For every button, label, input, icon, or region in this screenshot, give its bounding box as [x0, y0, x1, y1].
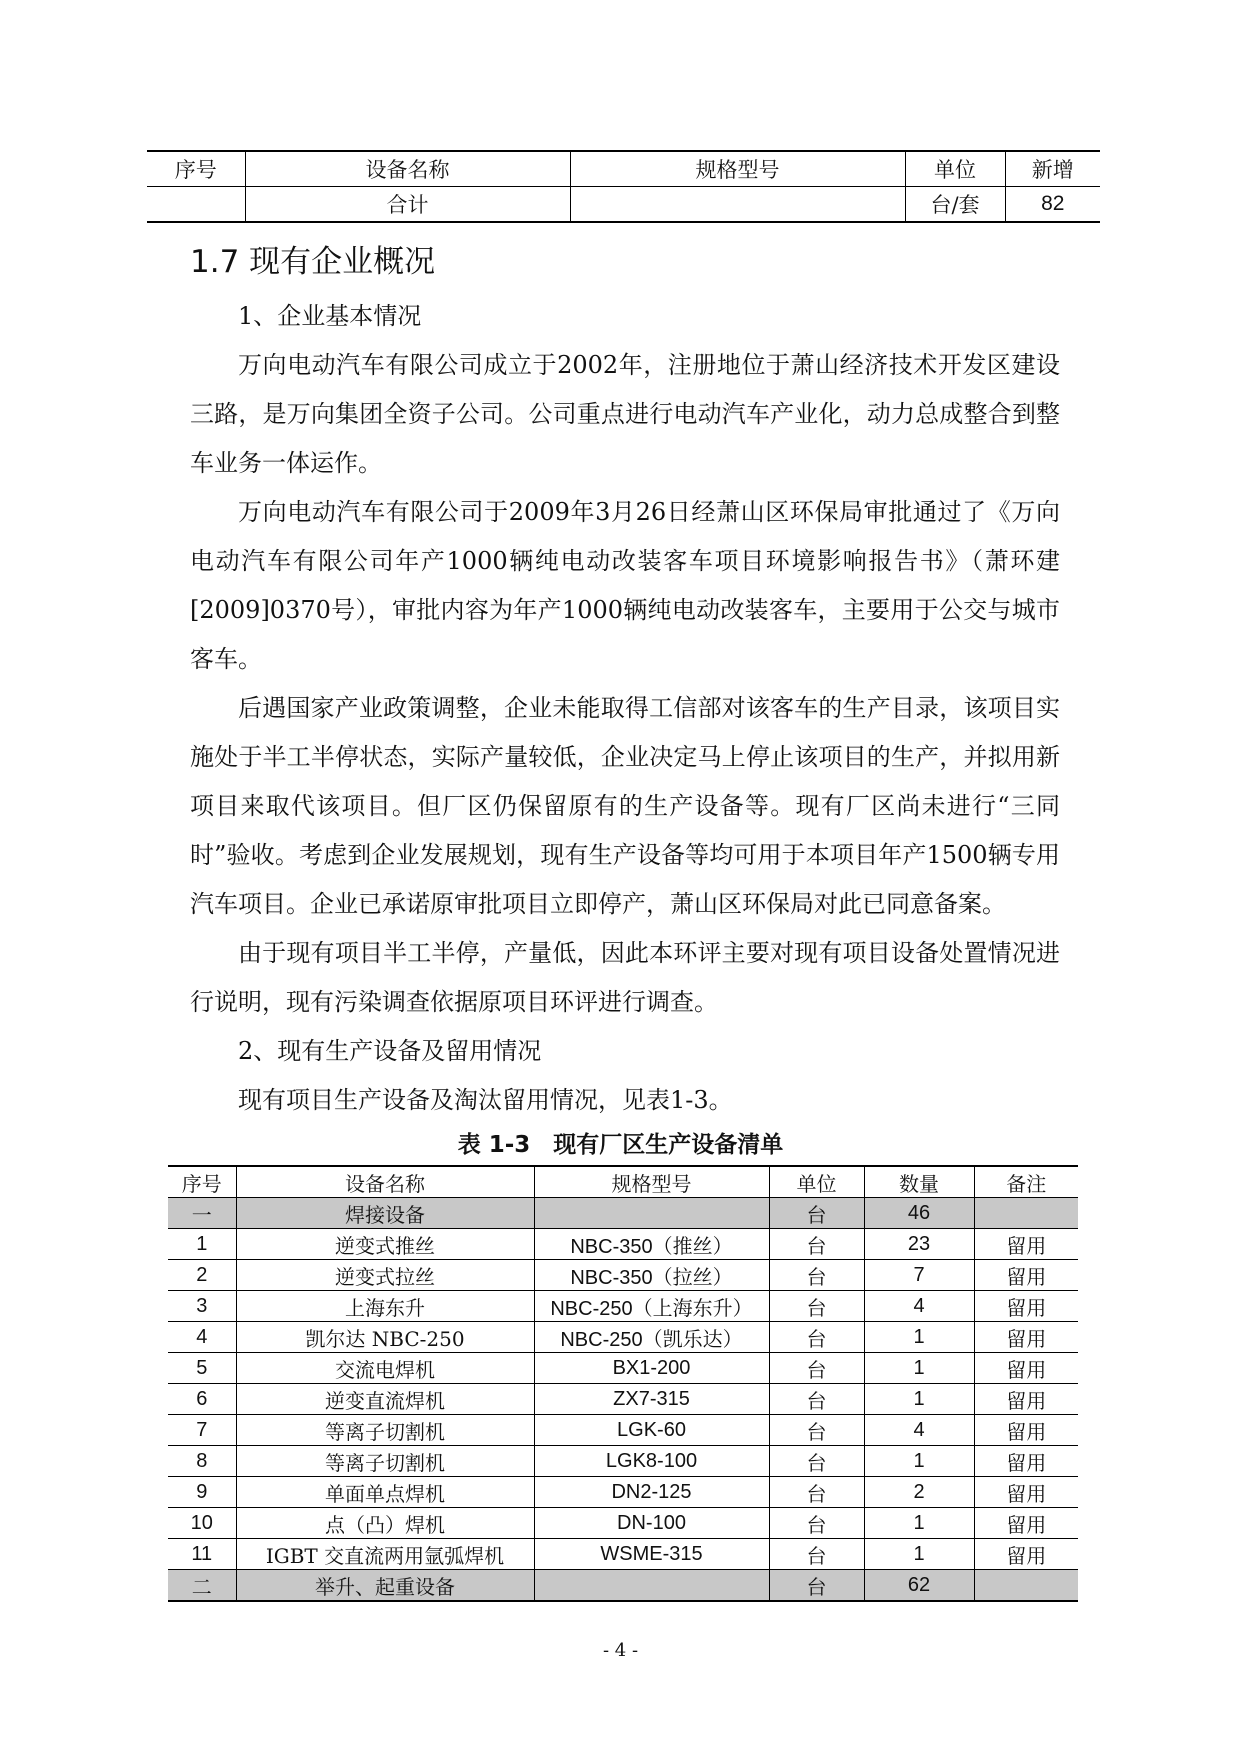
header-cell: 单位 [769, 1166, 864, 1198]
table-cell: WSME-315 [534, 1539, 769, 1570]
total-cell [147, 187, 245, 223]
table-row [168, 1570, 1078, 1602]
header-cell: 序号 [174, 158, 217, 182]
table-cell: 台 [769, 1570, 864, 1602]
subheading-basic-info: 1、企业基本情况 [238, 302, 422, 330]
table-cell [974, 1570, 1078, 1602]
table-cell: 二 [168, 1570, 236, 1602]
table-cell: 1 [864, 1353, 974, 1384]
header-cell: 序号 [181, 1171, 222, 1196]
table-cell: 46 [864, 1198, 974, 1229]
table-cell: 举升、起重设备 [236, 1570, 534, 1602]
table-cell: 6 [168, 1384, 236, 1415]
table-cell: 焊接设备 [236, 1198, 534, 1229]
table-cell: 台 [769, 1198, 864, 1229]
table-cell: 1 [168, 1229, 236, 1260]
table-cell: 台 [769, 1508, 864, 1539]
table-row [168, 1260, 1078, 1291]
table-cell: 台 [769, 1446, 864, 1477]
table-cell: ZX7-315 [534, 1384, 769, 1415]
table-cell: 7 [168, 1415, 236, 1446]
table-cell: NBC-350（推丝） [534, 1229, 769, 1260]
header-cell: 备注 [974, 1166, 1078, 1198]
table-cell: 台 [769, 1353, 864, 1384]
table-cell: 上海东升 [236, 1291, 534, 1322]
table-cell: 等离子切割机 [236, 1446, 534, 1477]
table-cell: 留用 [974, 1229, 1078, 1260]
table-caption: 表 1-3 现有厂区生产设备清单 [457, 1132, 784, 1158]
table-cell: 留用 [974, 1415, 1078, 1446]
table-cell: 4 [168, 1322, 236, 1353]
paragraph: 万向电动汽车有限公司于2009年3月26日经萧山区环保局审批通过了《万向电动汽车有限公司年产1000辆纯电动改装客车项目环境影响报告书》（萧环建[2009]0370号），审批内容为年产1000辆纯电动改装客车，主要用于公交与城市客车。 [190, 498, 1060, 673]
table-row [168, 1229, 1078, 1260]
table-cell: 台 [769, 1539, 864, 1570]
table-cell: 4 [864, 1415, 974, 1446]
table-cell: 等离子切割机 [236, 1415, 534, 1446]
table-row [168, 1415, 1078, 1446]
table-cell: 8 [168, 1446, 236, 1477]
table-row [168, 1477, 1078, 1508]
table-row [168, 1446, 1078, 1477]
table-cell: 留用 [974, 1508, 1078, 1539]
table-cell: DN-100 [534, 1508, 769, 1539]
table-cell: 台 [769, 1415, 864, 1446]
table-cell: 11 [168, 1539, 236, 1570]
table-cell: BX1-200 [534, 1353, 769, 1384]
page-number: - 4 - [602, 1640, 639, 1661]
table-row [168, 1322, 1078, 1353]
table-cell: 2 [168, 1260, 236, 1291]
table-cell: 逆变直流焊机 [236, 1384, 534, 1415]
header-cell: 规格型号 [570, 151, 905, 187]
table-cell: 62 [864, 1570, 974, 1602]
paragraph: 万向电动汽车有限公司成立于2002年，注册地位于萧山经济技术开发区建设三路，是万向集团全资子公司。公司重点进行电动汽车产业化，动力总成整合到整车业务一体运作。 [190, 351, 1060, 477]
table-cell: 1 [864, 1539, 974, 1570]
header-cell: 设备名称 [236, 1166, 534, 1198]
header-cell: 新增 [1005, 151, 1100, 187]
table-cell: 23 [864, 1229, 974, 1260]
table-row [168, 1198, 1078, 1229]
table-cell: 台 [769, 1291, 864, 1322]
table-cell: 交流电焊机 [236, 1353, 534, 1384]
table-cell: 台 [769, 1322, 864, 1353]
table-cell: 留用 [974, 1477, 1078, 1508]
table-row [168, 1508, 1078, 1539]
total-row [147, 187, 1100, 223]
table-cell: 1 [864, 1384, 974, 1415]
table-row [168, 1353, 1078, 1384]
equipment-table [168, 1165, 1078, 1602]
top-table-header [147, 151, 1100, 187]
table-cell: 留用 [974, 1260, 1078, 1291]
table-cell: LGK8-100 [534, 1446, 769, 1477]
table-cell: 9 [168, 1477, 236, 1508]
table-cell: 2 [864, 1477, 974, 1508]
total-cell: 台/套 [905, 187, 1005, 223]
table-cell [534, 1570, 769, 1602]
table-cell: 台 [769, 1384, 864, 1415]
table-row [168, 1539, 1078, 1570]
table-header-row [168, 1166, 1078, 1198]
table-cell: 留用 [974, 1353, 1078, 1384]
table-cell: 5 [168, 1353, 236, 1384]
table-cell: 留用 [974, 1539, 1078, 1570]
table-cell: 3 [168, 1291, 236, 1322]
table-cell: DN2-125 [534, 1477, 769, 1508]
header-cell: 设备名称 [245, 151, 570, 187]
total-cell [570, 187, 905, 223]
table-cell: NBC-250（凯乐达） [534, 1322, 769, 1353]
table-cell: NBC-350（拉丝） [534, 1260, 769, 1291]
table-cell: 台 [769, 1260, 864, 1291]
section-heading: 1.7 现有企业概况 [190, 244, 436, 280]
paragraph: 现有项目生产设备及淘汰留用情况，见表1-3。 [238, 1086, 733, 1114]
header-cell: 单位 [905, 151, 1005, 187]
table-cell: 7 [864, 1260, 974, 1291]
table-cell: 一 [168, 1198, 236, 1229]
table-cell [974, 1198, 1078, 1229]
paragraph: 后遇国家产业政策调整，企业未能取得工信部对该客车的生产目录，该项目实施处于半工半停状态，实际产量较低，企业决定马上停止该项目的生产，并拟用新项目来取代该项目。但厂区仍保留原有的生产设备等。现有厂区尚未进行“三同时”验收。考虑到企业发展规划，现有生产设备等均可用于本项目年产1500辆专用汽车项目。企业已承诺原审批项目立即停产，萧山区环保局对此已同意备案。 [190, 694, 1060, 918]
table-cell: 台 [769, 1229, 864, 1260]
subheading-equipment: 2、现有生产设备及留用情况 [238, 1037, 542, 1065]
table-cell: 逆变式拉丝 [236, 1260, 534, 1291]
header-cell: 数量 [864, 1166, 974, 1198]
table-cell: 单面单点焊机 [236, 1477, 534, 1508]
table-row [168, 1291, 1078, 1322]
table-cell: 点（凸）焊机 [236, 1508, 534, 1539]
table-cell: 4 [864, 1291, 974, 1322]
table-cell: 1 [864, 1322, 974, 1353]
table-cell: 1 [864, 1508, 974, 1539]
table-cell: 留用 [974, 1291, 1078, 1322]
table-cell: 10 [168, 1508, 236, 1539]
total-cell: 82 [1005, 187, 1100, 223]
table-cell: 留用 [974, 1446, 1078, 1477]
table-cell: 凯尔达 NBC-250 [236, 1322, 534, 1353]
table-cell: LGK-60 [534, 1415, 769, 1446]
paragraph: 由于现有项目半工半停，产量低，因此本环评主要对现有项目设备处置情况进行说明，现有污染调查依据原项目环评进行调查。 [190, 939, 1060, 1016]
table-cell: 留用 [974, 1384, 1078, 1415]
table-row [168, 1384, 1078, 1415]
table-cell [534, 1198, 769, 1229]
total-cell: 合计 [245, 187, 570, 223]
table-cell: 台 [769, 1477, 864, 1508]
table-cell: IGBT 交直流两用氩弧焊机 [236, 1539, 534, 1570]
header-cell: 规格型号 [534, 1166, 769, 1198]
table-cell: 1 [864, 1446, 974, 1477]
table-cell: 逆变式推丝 [236, 1229, 534, 1260]
top-table [147, 150, 1100, 223]
table-cell: NBC-250（上海东升） [534, 1291, 769, 1322]
table-cell: 留用 [974, 1322, 1078, 1353]
